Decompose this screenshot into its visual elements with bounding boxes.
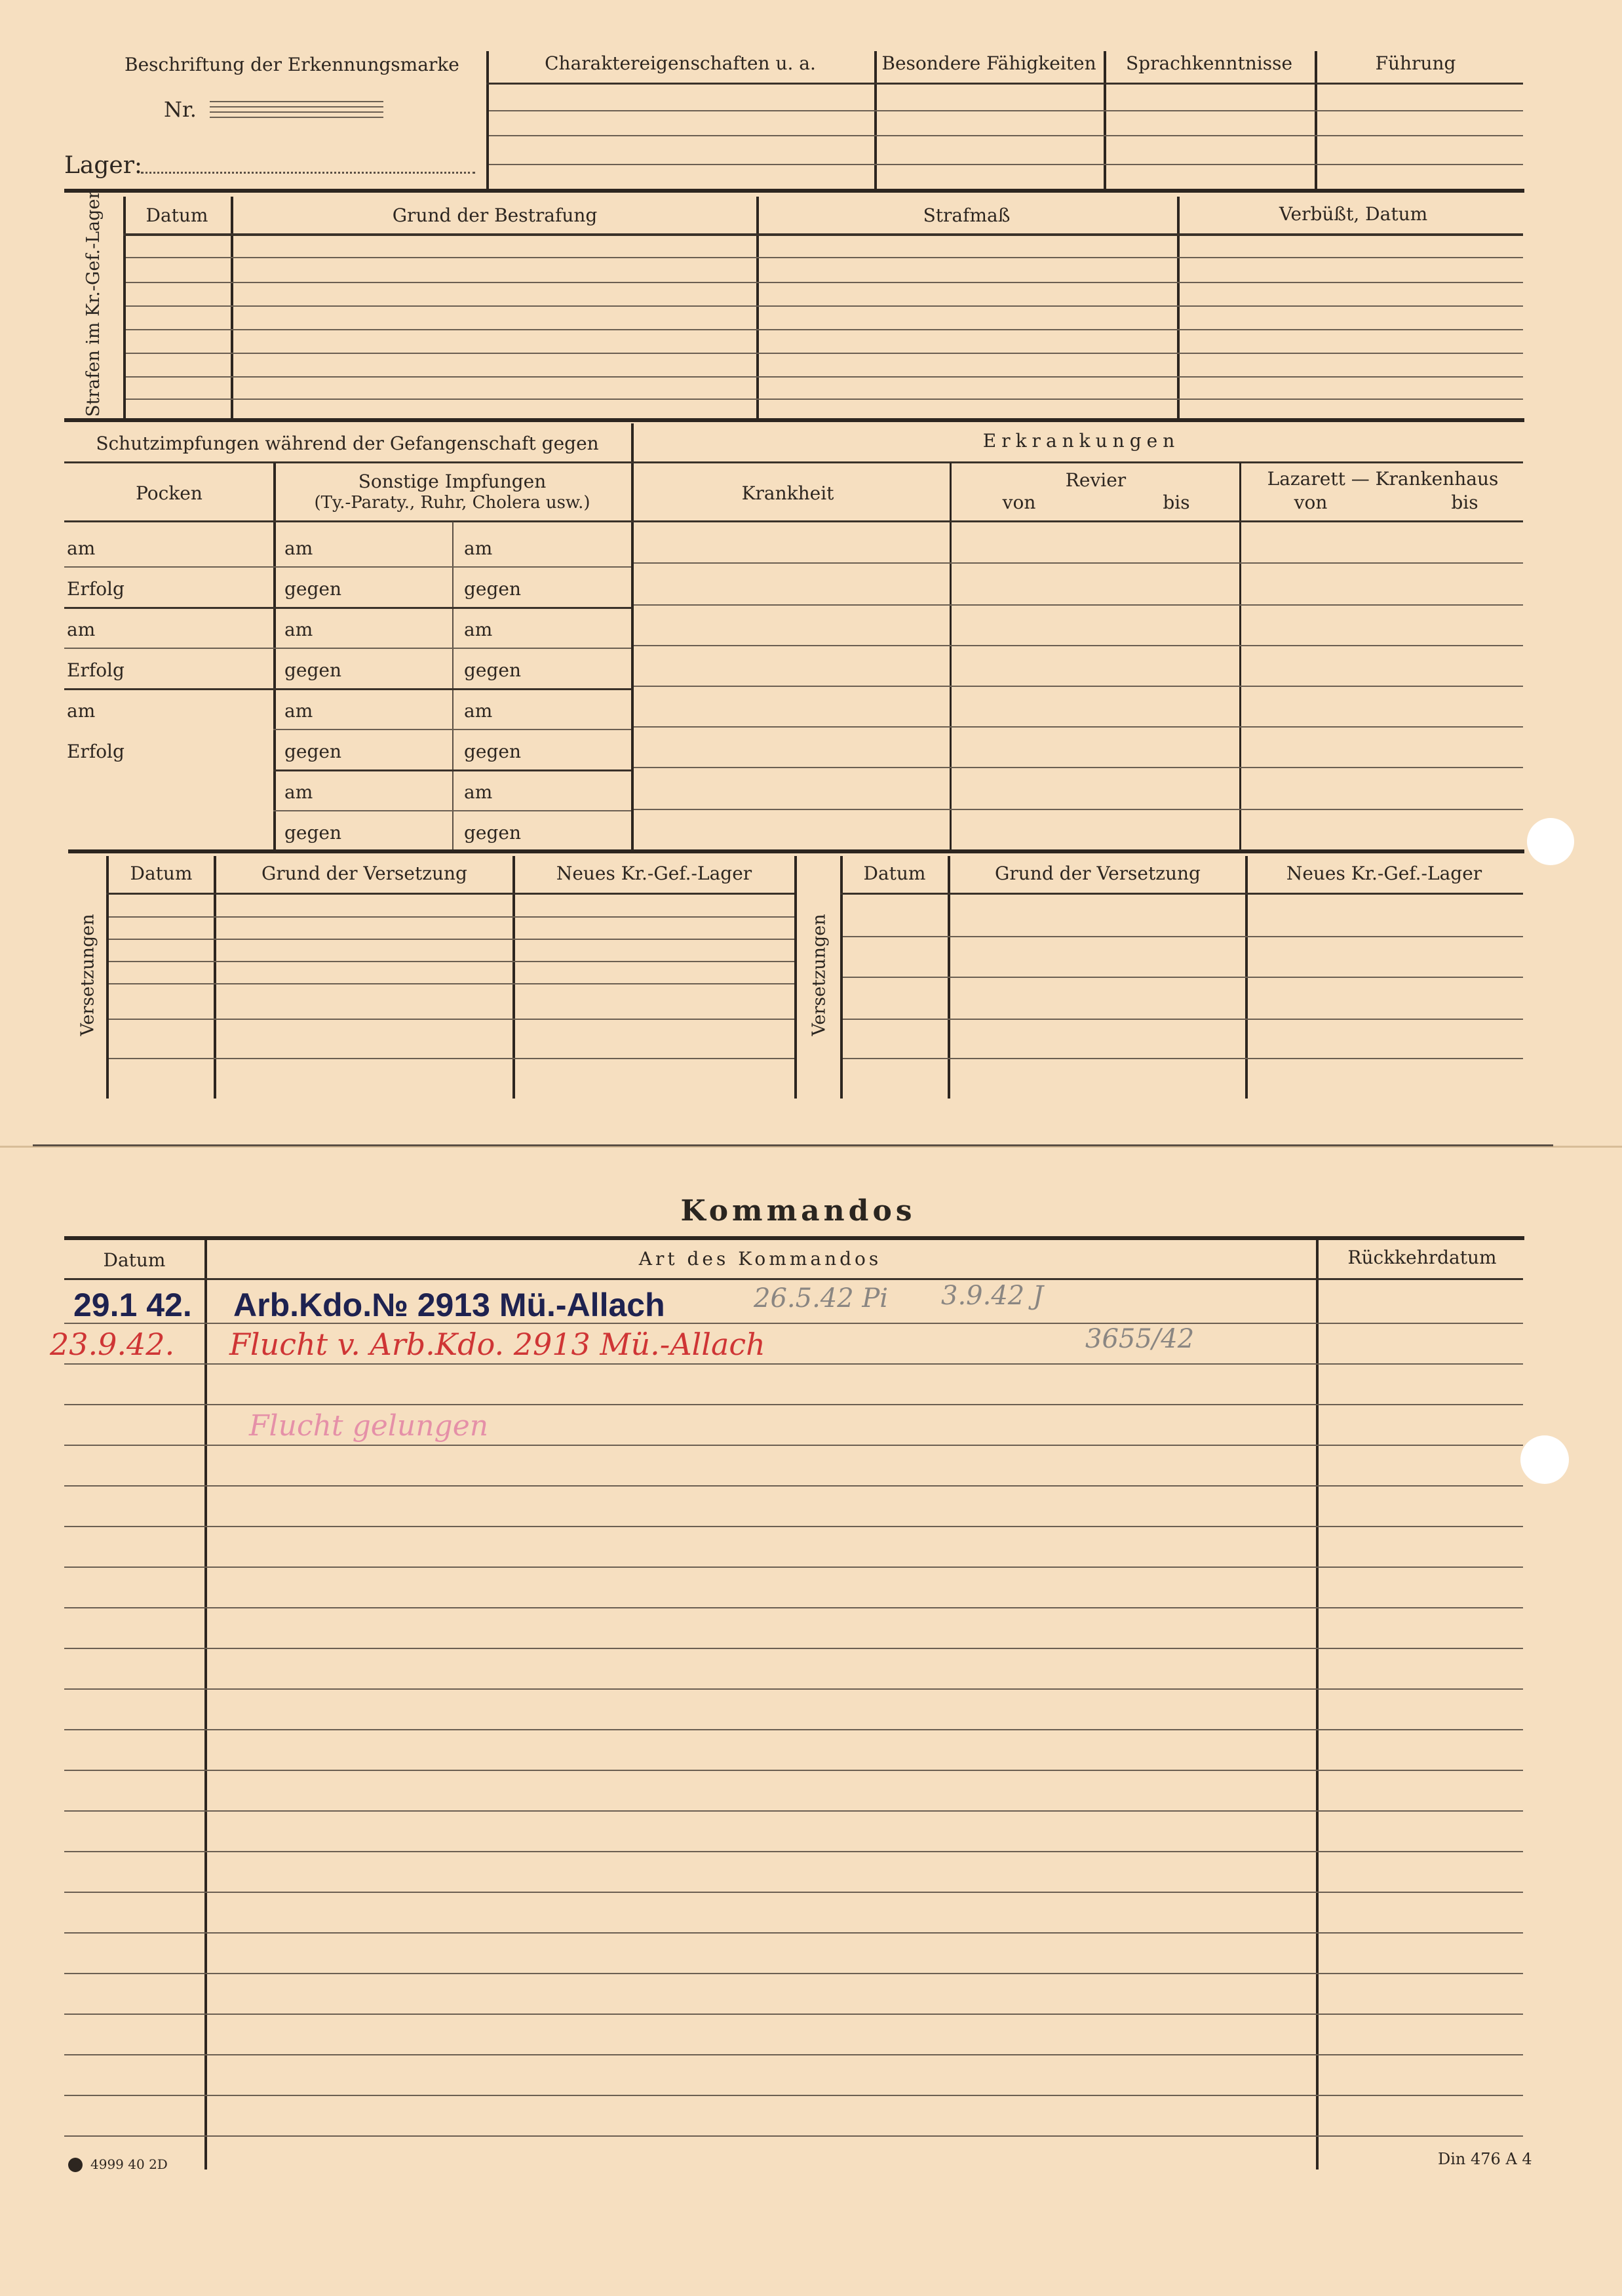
transfers-side-left bbox=[68, 856, 107, 1099]
punch-hole-upper bbox=[1527, 818, 1574, 865]
illness-hospital-bis: bis bbox=[1451, 492, 1478, 513]
illness-hospital-von: von bbox=[1294, 492, 1328, 513]
kommandos-ruled-area bbox=[64, 1323, 1523, 2162]
punish-col-date: Datum bbox=[145, 204, 208, 226]
id-tag-label: Beschriftung der Erkennungsmarke bbox=[125, 54, 459, 75]
transfer-col-camp-left: Neues Kr.-Gef.-Lager bbox=[556, 863, 752, 884]
kommandos-title: Kommandos bbox=[680, 1194, 916, 1228]
illness-revier-bis: bis bbox=[1163, 492, 1190, 513]
pocken-am-1: am bbox=[67, 537, 96, 559]
vacc-gegen-b4: gegen bbox=[464, 822, 522, 844]
vacc-am-b1: am bbox=[464, 537, 493, 559]
nr-label: Nr. bbox=[164, 97, 197, 122]
nr-field[interactable] bbox=[210, 97, 383, 122]
vacc-gegen-b3: gegen bbox=[464, 741, 522, 762]
illness-col-hospital: Lazarett — Krankenhaus bbox=[1267, 468, 1499, 490]
kommando-1-date: 29.1 42. bbox=[73, 1287, 192, 1323]
print-code: 4999 40 2D bbox=[90, 2156, 168, 2172]
vacc-gegen-a4: gegen bbox=[284, 822, 342, 844]
kommando-1-note2: 3.9.42 J bbox=[941, 1281, 1043, 1311]
kommando-2-note: 3655/42 bbox=[1085, 1324, 1195, 1354]
punish-col-reason: Grund der Bestrafung bbox=[392, 204, 598, 226]
col-special-skills: Besondere Fähigkeiten bbox=[881, 52, 1096, 74]
vacc-gegen-a3: gegen bbox=[284, 741, 342, 762]
vacc-am-a3: am bbox=[284, 700, 313, 722]
vacc-am-b4: am bbox=[464, 781, 493, 803]
kommandos-col-return: Rückkehrdatum bbox=[1347, 1247, 1497, 1268]
kommando-1-note1: 26.5.42 Pi bbox=[754, 1283, 889, 1313]
kommando-1-text: Arb.Kdo.№ 2913 Mü.-Allach bbox=[233, 1287, 665, 1323]
kommandos-col-date: Datum bbox=[103, 1249, 166, 1271]
vacc-am-a2: am bbox=[284, 619, 313, 640]
transfer-col-reason-left: Grund der Versetzung bbox=[261, 863, 467, 884]
punishments-side bbox=[64, 190, 123, 419]
kommando-3-text: Flucht gelungen bbox=[249, 1409, 489, 1443]
col-character: Charaktereigenschaften u. a. bbox=[545, 52, 816, 74]
transfers-side-label-right: Versetzungen bbox=[809, 914, 830, 1036]
illness-col-revier: Revier bbox=[1065, 469, 1127, 491]
vacc-col-smallpox: Pocken bbox=[136, 482, 203, 504]
vacc-header: Schutzimpfungen während der Gefangenschaft gegen bbox=[96, 433, 599, 454]
vacc-am-a1: am bbox=[284, 537, 313, 559]
pocken-erfolg-3: Erfolg bbox=[67, 741, 125, 762]
vacc-col-other: Sonstige Impfungen bbox=[358, 471, 547, 492]
transfer-col-reason-right: Grund der Versetzung bbox=[995, 863, 1201, 884]
col-conduct: Führung bbox=[1375, 52, 1456, 74]
transfer-col-camp-right: Neues Kr.-Gef.-Lager bbox=[1286, 863, 1482, 884]
pocken-erfolg-2: Erfolg bbox=[67, 659, 125, 681]
pocken-am-3: am bbox=[67, 700, 96, 722]
punish-col-served: Verbüßt, Datum bbox=[1279, 203, 1428, 225]
transfer-col-date-right: Datum bbox=[863, 863, 926, 884]
vacc-gegen-b2: gegen bbox=[464, 659, 522, 681]
pocken-erfolg-1: Erfolg bbox=[67, 578, 125, 600]
transfers-side-right bbox=[800, 856, 839, 1099]
kommandos-col-type: Art des Kommandos bbox=[638, 1248, 882, 1270]
illness-revier-von: von bbox=[1002, 492, 1036, 513]
pocken-am-2: am bbox=[67, 619, 96, 640]
vacc-am-b3: am bbox=[464, 700, 493, 722]
vacc-am-b2: am bbox=[464, 619, 493, 640]
col-language: Sprachkenntnisse bbox=[1125, 52, 1293, 74]
vacc-gegen-b1: gegen bbox=[464, 578, 522, 600]
lager-label: Lager: bbox=[64, 152, 143, 179]
lager-field[interactable] bbox=[141, 172, 475, 174]
transfer-col-date-left: Datum bbox=[130, 863, 193, 884]
vacc-gegen-a2: gegen bbox=[284, 659, 342, 681]
illness-header: Erkrankungen bbox=[982, 430, 1180, 452]
vacc-col-other-sub: (Ty.-Paraty., Ruhr, Cholera usw.) bbox=[314, 493, 590, 513]
punch-hole-lower bbox=[1520, 1435, 1569, 1484]
vacc-gegen-a1: gegen bbox=[284, 578, 342, 600]
illness-col-illness: Krankheit bbox=[741, 482, 834, 504]
transfers-side-label-left: Versetzungen bbox=[77, 914, 98, 1036]
punish-col-sentence: Strafmaß bbox=[923, 204, 1011, 226]
din-code: Din 476 A 4 bbox=[1438, 2150, 1532, 2168]
kommando-2-date: 23.9.42. bbox=[50, 1327, 175, 1362]
print-mark-icon bbox=[68, 2158, 83, 2172]
kommando-2-text: Flucht v. Arb.Kdo. 2913 Mü.-Allach bbox=[229, 1327, 765, 1362]
vacc-am-a4: am bbox=[284, 781, 313, 803]
punishments-side-label: Strafen im Kr.-Gef.-Lager bbox=[83, 190, 104, 417]
